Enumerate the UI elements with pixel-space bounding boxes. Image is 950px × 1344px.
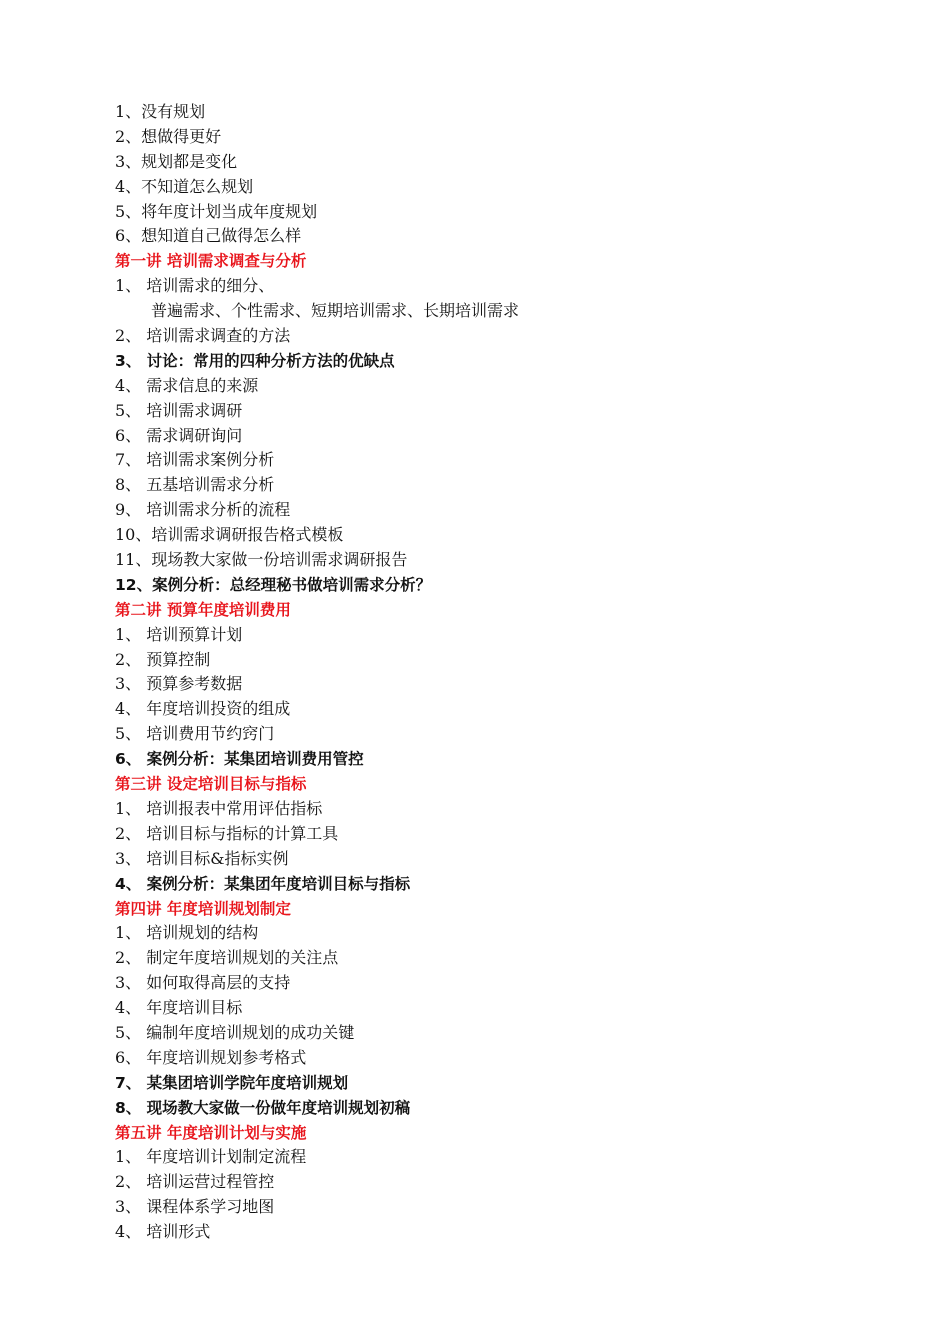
section-heading: 第一讲 培训需求调查与分析 [115, 252, 307, 271]
list-item: 3、 如何取得高层的支持 [115, 973, 291, 993]
list-item: 6、想知道自己做得怎么样 [115, 226, 302, 246]
list-item: 5、 编制年度培训规划的成功关键 [115, 1022, 355, 1042]
section-heading: 第五讲 年度培训计划与实施 [115, 1123, 307, 1142]
list-item: 1、没有规划 [115, 102, 206, 121]
list-item: 3、规划都是变化 [115, 151, 238, 171]
list-item: 6、 需求调研询问 [115, 425, 243, 445]
case-item: 4、 案例分析：某集团年度培训目标与指标 [115, 874, 411, 893]
list-item: 11、现场教大家做一份培训需求调研报告 [115, 550, 408, 570]
list-item: 5、 培训需求调研 [115, 400, 243, 420]
list-item: 4、不知道怎么规划 [115, 176, 254, 196]
list-item: 3、 课程体系学习地图 [115, 1197, 275, 1217]
list-item: 2、 预算控制 [115, 649, 211, 669]
case-item: 12、案例分析：总经理秘书做培训需求分析？ [115, 575, 432, 594]
list-item: 1、 培训需求的细分、 [115, 276, 275, 296]
list-item: 7、 培训需求案例分析 [115, 450, 275, 470]
case-item: 8、 现场教大家做一份做年度培训规划初稿 [115, 1098, 411, 1117]
list-item: 5、 培训费用节约窍门 [115, 724, 275, 744]
list-item: 3、 培训目标&指标实例 [115, 848, 289, 868]
list-item: 2、想做得更好 [115, 126, 222, 146]
list-item: 6、 年度培训规划参考格式 [115, 1047, 307, 1067]
list-item: 1、 培训规划的结构 [115, 923, 259, 943]
list-item: 1、 年度培训计划制定流程 [115, 1147, 307, 1167]
list-item: 3、 预算参考数据 [115, 674, 243, 694]
list-item: 4、 年度培训投资的组成 [115, 699, 291, 719]
list-item: 2、 培训目标与指标的计算工具 [115, 823, 339, 843]
list-item: 10、培训需求调研报告格式模板 [115, 525, 344, 545]
list-item: 4、 需求信息的来源 [115, 375, 259, 395]
section-heading: 第四讲 年度培训规划制定 [115, 899, 291, 918]
section-heading: 第三讲 设定培训目标与指标 [115, 775, 307, 794]
list-item: 1、 培训报表中常用评估指标 [115, 798, 323, 818]
case-item: 3、 讨论：常用的四种分析方法的优缺点 [115, 351, 395, 370]
list-item: 2、 制定年度培训规划的关注点 [115, 948, 339, 968]
sub-item: 普遍需求、个性需求、短期培训需求、长期培训需求 [151, 301, 520, 321]
list-item: 2、 培训运营过程管控 [115, 1172, 275, 1192]
list-item: 4、 年度培训目标 [115, 998, 243, 1018]
list-item: 8、 五基培训需求分析 [115, 475, 275, 495]
list-item: 2、 培训需求调查的方法 [115, 326, 291, 346]
list-item: 4、 培训形式 [115, 1222, 211, 1242]
list-item: 5、将年度计划当成年度规划 [115, 201, 318, 221]
case-item: 7、 某集团培训学院年度培训规划 [115, 1073, 349, 1092]
section-heading: 第二讲 预算年度培训费用 [115, 600, 291, 619]
case-item: 6、 案例分析：某集团培训费用管控 [115, 750, 364, 769]
list-item: 9、 培训需求分析的流程 [115, 500, 291, 520]
document-page [115, 100, 875, 1245]
list-item: 1、 培训预算计划 [115, 624, 243, 644]
